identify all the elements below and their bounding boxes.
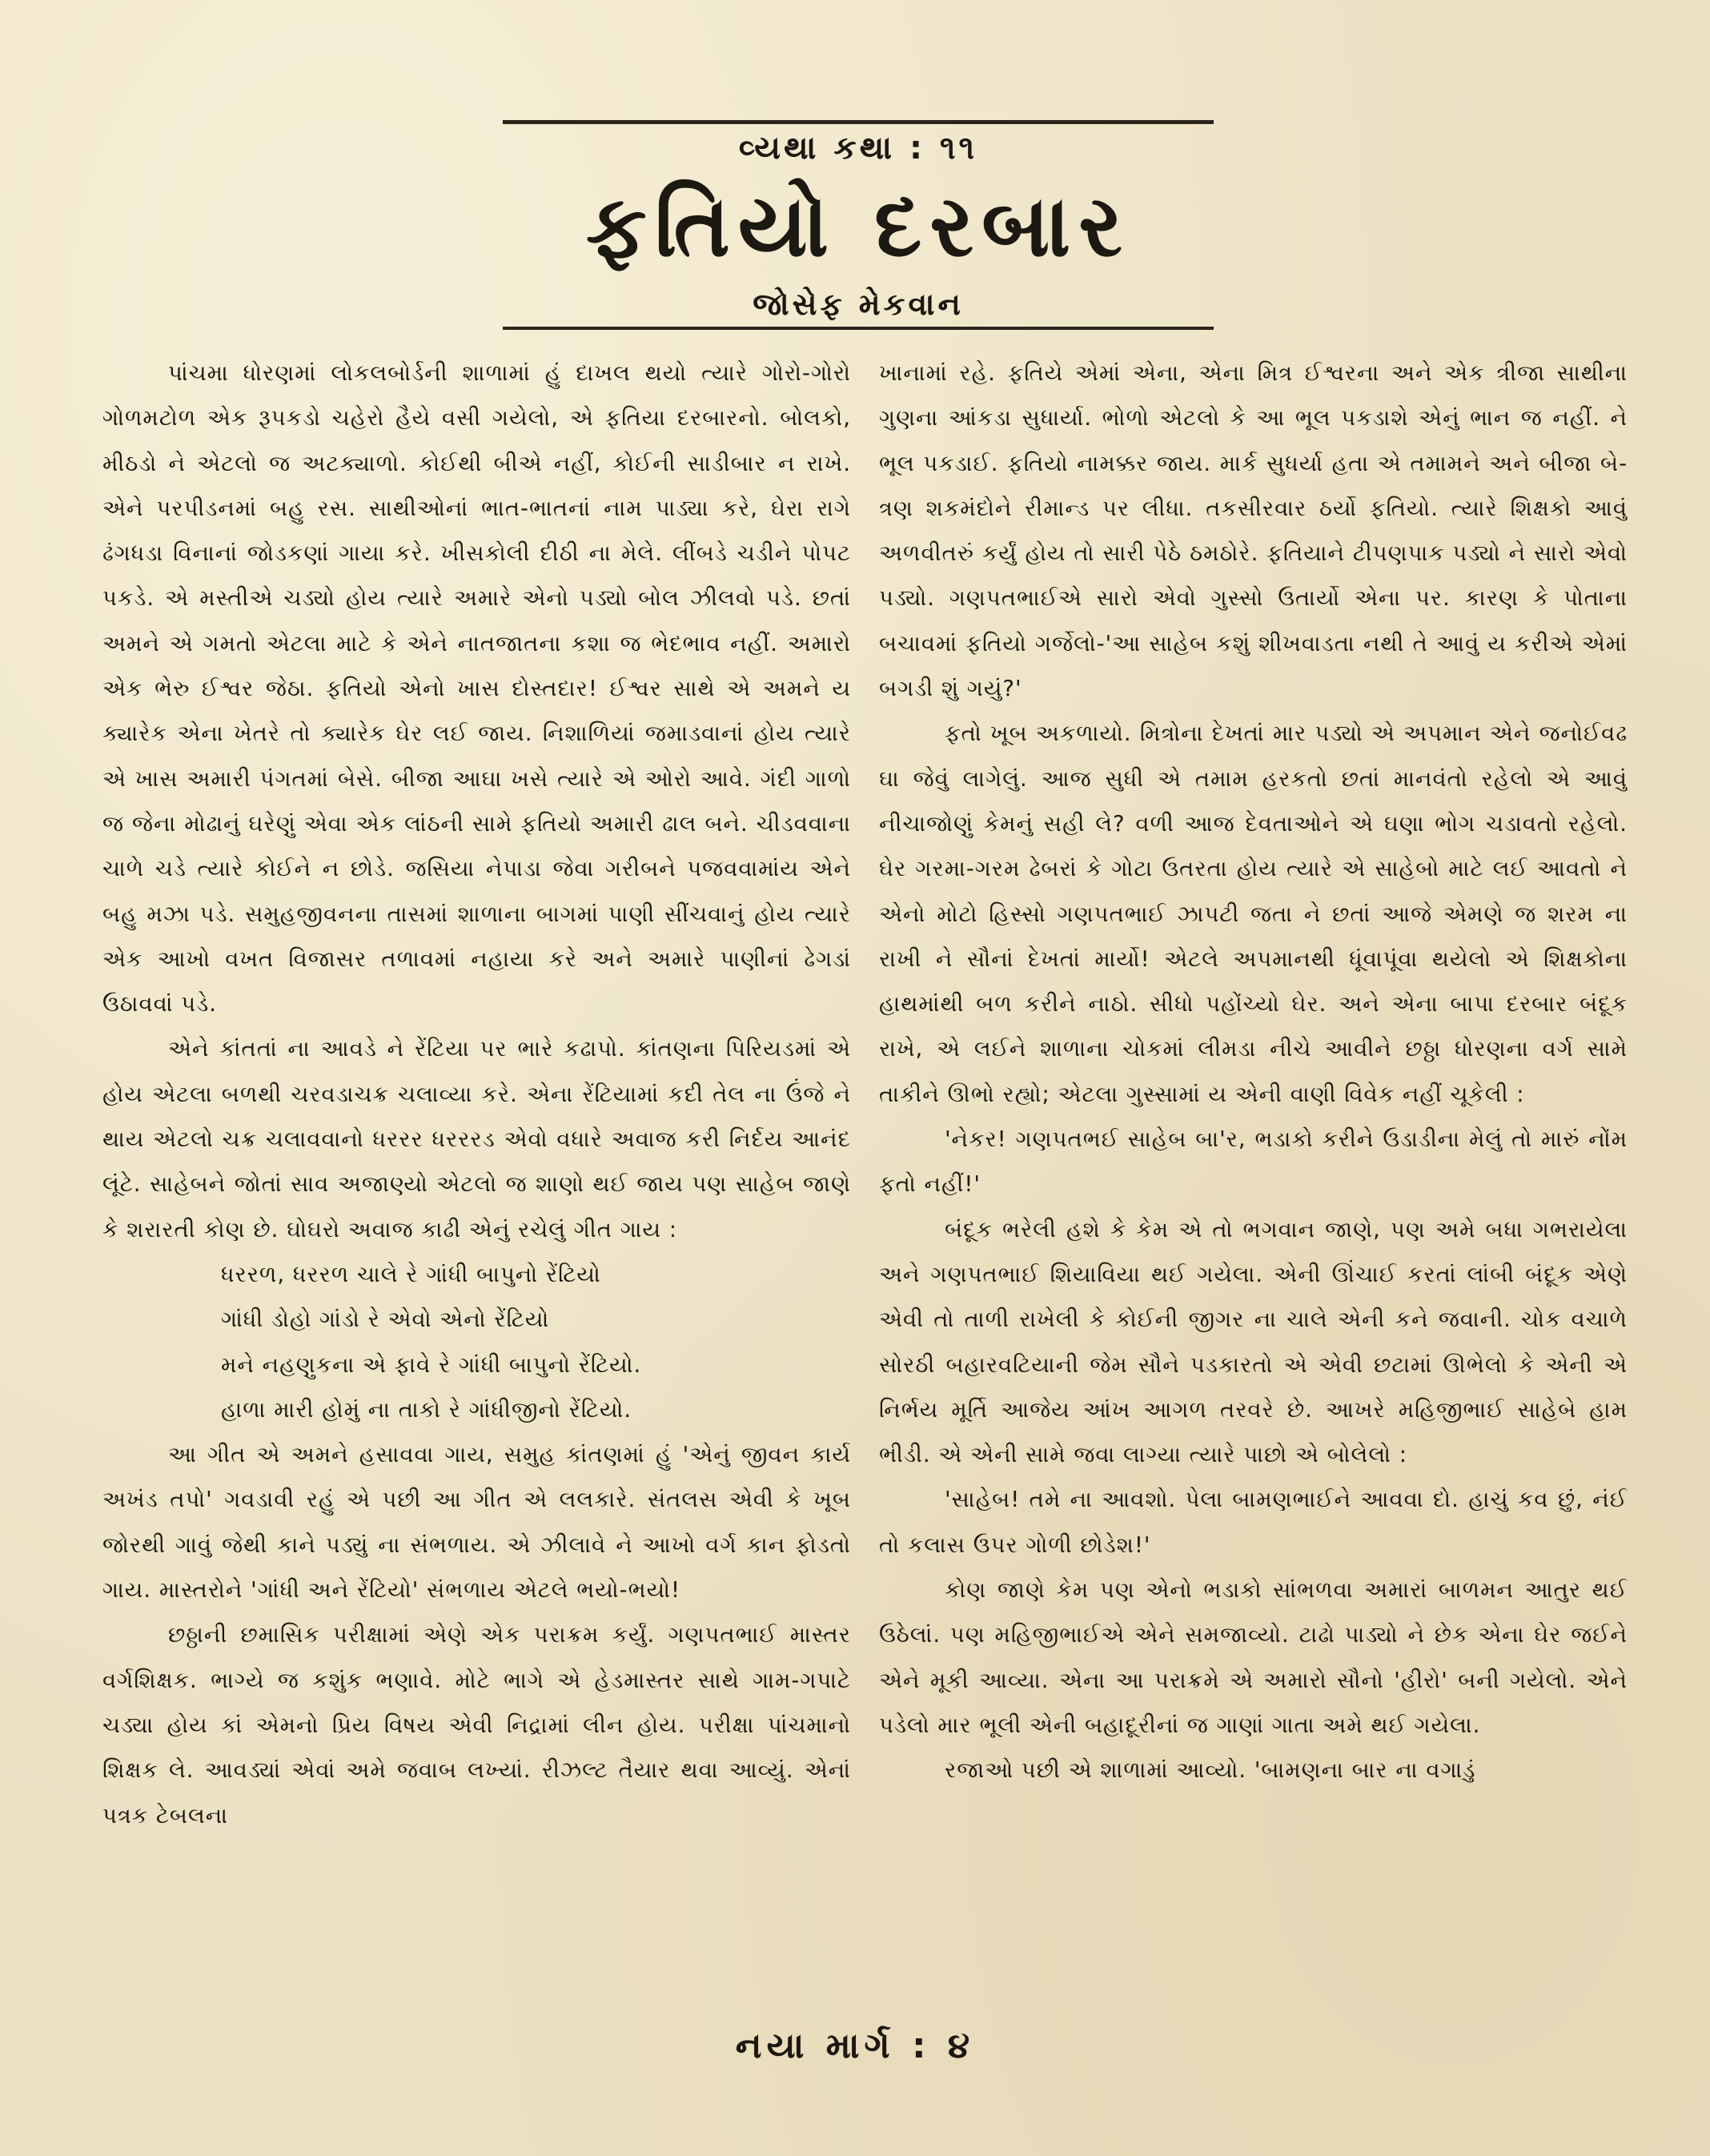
paragraph: બંદૂક ભરેલી હશે કે કેમ એ તો ભગવાન જાણે, પણ અમે બધા ગભરાયેલા અને ગણપતભાઈ શિયાવિયા થઈ ગયેલા. એની ઊંચાઈ કરતાં લાંબી બંદૂક એણે એવી તો તાળી રાખેલી કે કોઈની જીગર ના ચાલે એની કને જવાની. ચોક વચાળે સોરઠી બહારવટિયાની જેમ સૌને પડકારતો એ એવી છટામાં ઊભેલો કે એની એ નિર્ભય મૂર્તિ આજેય આંખ આગળ તરવરે છે. આખરે મહિજીભાઈ સાહેબે હામ ભીડી. એ એની સામે જવા લાગ્યા ત્યારે પાછો એ બોલેલો : — [879, 1216, 1628, 1468]
page-footer: નયા માર્ગ : ૪ — [735, 2026, 975, 2066]
paragraph: કોણ જાણે કેમ પણ એનો ભડાકો સાંભળવા અમારાં બાળમન આતુર થઈ ઉઠેલાં. પણ મહિજીભાઈએ એને સમજાવ્યો. ટાઢો પાડ્યો ને છેક એના ઘેર જઈને એને મૂકી આવ્યા. એના આ પરાક્રમે એ અમારો સૌનો 'હીરો' બની ગયેલો. એને પડેલો માર ભૂલી એની બહાદૂરીનાં જ ગાણાં ગાતા અમે થઈ ગયેલા. — [879, 1577, 1628, 1738]
right-column — [879, 351, 1628, 1952]
poem-line: ગાંધી ડોહો ગાંડો રે એવો એનો રેંટિયો — [221, 1307, 550, 1333]
paragraph: એને કાંતતાં ના આવડે ને રેંટિયા પર ભારે કઢાપો. કાંતણના પિરિયડમાં એ હોય એટલા બળથી ચરવડાચક્ર ચલાવ્યા કરે. એના રેંટિયામાં કદી તેલ ના ઉંજે ને થાય એટલો ચક્ર ચલાવવાનો ધરરર ધરરરડ એવો વધારે અવાજ કરી નિર્દય આનંદ લૂંટે. સાહેબને જોતાં સાવ અજાણ્યો એટલો જ શાણો થઈ જાય પણ સાહેબ જાણે કે શરારતી કોણ છે. ઘોઘરો અવાજ કાઢી એનું રચેલું ગીત ગાય : — [102, 1036, 851, 1243]
series-label: વ્યથા કથા : ૧૧ — [738, 130, 978, 167]
quote-paragraph: 'નેકર! ગણપતભઈ સાહેબ બા'ર, ભડાકો કરીને ઉડાડીના મેલું તો મારું નોંમ ફતો નહીં!' — [879, 1126, 1628, 1198]
quote-paragraph: 'સાહેબ! તમે ના આવશો. પેલા બામણભાઈને આવવા દો. હાચું કવ છું, નંઈ તો કલાસ ઉપર ગોળી છોડેશ!' — [879, 1487, 1628, 1558]
poem-line: હાળા મારી હોમું ના તાકો રે ગાંધીજીનો રેંટિયો. — [221, 1396, 632, 1423]
left-column — [102, 351, 851, 1952]
paragraph: છઠ્ઠાની છમાસિક પરીક્ષામાં એણે એક પરાક્રમ કર્યું. ગણપતભાઈ માસ્તર વર્ગશિક્ષક. ભાગ્યે જ કશુંક ભણાવે. મોટે ભાગે એ હેડમાસ્તર સાથે ગામ-ગપાટે ચડ્યા હોય કાં એમનો પ્રિય વિષય એવી નિદ્રામાં લીન હોય. પરીક્ષા પાંચમાનો શિક્ષક લે. આવડ્યાં એવાં અમે જવાબ લખ્યાં. રીઝલ્ટ તૈયાર થવા આવ્યું. એનાં પત્રક ટેબલના — [102, 1622, 851, 1829]
paragraph: રજાઓ પછી એ શાળામાં આવ્યો. 'બામણના બાર ના વગાડું — [945, 1757, 1476, 1784]
header-rule-top — [503, 120, 1214, 124]
author-name: જોસેફ મેકવાન — [753, 287, 964, 322]
paragraph: ફતો ખૂબ અકળાયો. મિત્રોના દેખતાં માર પડ્યો એ અપમાન એને જનોઈવઢ ઘા જેવું લાગેલું. આજ સુધી એ તમામ હરકતો છતાં માનવંતો રહેલો એ આવું નીચાજોણું કેમનું સહી લે? વળી આજ દેવતાઓને એ ઘણા ભોગ ચડાવતો રહેલો. ઘેર ગરમા-ગરમ ઢેબરાં કે ગોટા ઉતરતા હોય ત્યારે એ સાહેબો માટે લઈ આવતો ને એનો મોટો હિસ્સો ગણપતભાઈ ઝાપટી જતા ને છતાં આજે એમણે જ શરમ ના રાખી ને સૌનાં દેખતાં માર્યો! એટલે અપમાનથી ધૂંવાપૂંવા થયેલો એ શિક્ષકોના હાથમાંથી બળ કરીને નાઠો. સીધો પહોંચ્યો ઘેર. અને એના બાપા દરબાર બંદૂક રાખે, એ લઈને શાળાના ચોકમાં લીમડા નીચે આવીને છઠ્ઠા ધોરણના વર્ગ સામે તાકીને ઊભો રહ્યો; એટલા ગુસ્સામાં ય એની વાણી વિવેક નહીં ચૂકેલી : — [879, 721, 1628, 1107]
paragraph: ખાનામાં રહે. ફતિયે એમાં એના, એના મિત્ર ઈશ્વરના અને એક ત્રીજા સાથીના ગુણના આંકડા સુધાર્યા. ભોળો એટલો કે આ ભૂલ પકડાશે એનું ભાન જ નહીં. ને ભૂલ પકડાઈ. ફતિયો નામક્કર જાય. માર્ક સુધર્યા હતા એ તમામને અને બીજા બે-ત્રણ શકમંદોને રીમાન્ડ પર લીધા. તકસીરવાર ઠર્યો ફતિયો. ત્યારે શિક્ષકો આવું અળવીતરું કર્યું હોય તો સારી પેઠે ઠમઠોરે. ફતિયાને ટીપણપાક પડ્યો ને સારો એવો પડ્યો. ગણપતભાઈએ સારો એવો ગુસ્સો ઉતાર્યો એના પર. કારણ કે પોતાના બચાવમાં ફતિયો ગર્જેલો-'આ સાહેબ કશું શીખવાડતા નથી તે આવું ય કરીએ એમાં બગડી શું ગયું?' — [879, 360, 1628, 702]
poem-line: મને નહણુકના એ ફાવે રે ગાંધી બાપુનો રેંટિયો. — [221, 1351, 642, 1378]
poem-line: ધરરળ, ધરરળ ચાલે રે ગાંધી બાપુનો રેંટિયો — [221, 1261, 601, 1287]
paragraph: આ ગીત એ અમને હસાવવા ગાય, સમુહ કાંતણમાં હું 'એનું જીવન કાર્ય અખંડ તપો' ગવડાવી રહું એ પછી આ ગીત એ લલકારે. સંતલસ એવી કે ખૂબ જોરથી ગાવું જેથી કાને પડ્યું ના સંભળાય. એ ઝીલાવે ને આખો વર્ગ કાન ફોડતો ગાય. માસ્તરોને 'ગાંધી અને રેંટિયો' સંભળાય એટલે ભયો-ભયો! — [102, 1442, 851, 1604]
article-title: ફતિયો દરબાર — [585, 177, 1131, 275]
paragraph: પાંચમા ધોરણમાં લોકલબોર્ડની શાળામાં હું દાખલ થયો ત્યારે ગોરો-ગોરો ગોળમટોળ એક રૂપકડો ચહેરો હૈયે વસી ગયેલો, એ ફતિયા દરબારનો. બોલકો, મીઠડો ને એટલો જ અટક્યાળો. કોઈથી બીએ નહીં, કોઈની સાડીબાર ન રાખે. એને પરપીડનમાં બહુ રસ. સાથીઓનાં ભાત-ભાતનાં નામ પાડ્યા કરે, ઘેરા રાગે ઢંગધડા વિનાનાં જોડકણાં ગાયા કરે. ખીસકોલી દીઠી ના મેલે. લીંબડે ચડીને પોપટ પકડે. એ મસ્તીએ ચડ્યો હોય ત્યારે અમારે એનો પડ્યો બોલ ઝીલવો પડે. છતાં અમને એ ગમતો એટલા માટે કે એને નાતજાતના કશા જ ભેદભાવ નહીં. અમારો એક ભેરુ ઈશ્વર જેઠા. ફતિયો એનો ખાસ દોસ્તદાર! ઈશ્વર સાથે એ અમને ય ક્યારેક એના ખેતરે તો ક્યારેક ઘેર લઈ જાય. નિશાળિયાં જમાડવાનાં હોય ત્યારે એ ખાસ અમારી પંગતમાં બેસે. બીજા આઘા ખસે ત્યારે એ ઓરો આવે. ગંદી ગાળો જ જેના મોઢાનું ઘરેણું એવા એક લાંઠની સામે ફતિયો અમારી ઢાલ બને. ચીડવવાના ચાળે ચડે ત્યારે કોઈને ન છોડે. જસિયા નેપાડા જેવા ગરીબને પજવવામાંય એને બહુ મઝા પડે. સમુહજીવનના તાસમાં શાળાના બાગમાં પાણી સીંચવાનું હોય ત્યારે એક આખો વખત વિજાસર તળાવમાં નહાયા કરે અને અમારે પાણીનાં ઢેગડાં ઉઠાવવાં પડે. — [102, 360, 851, 1018]
header-rule-bottom — [503, 327, 1214, 330]
